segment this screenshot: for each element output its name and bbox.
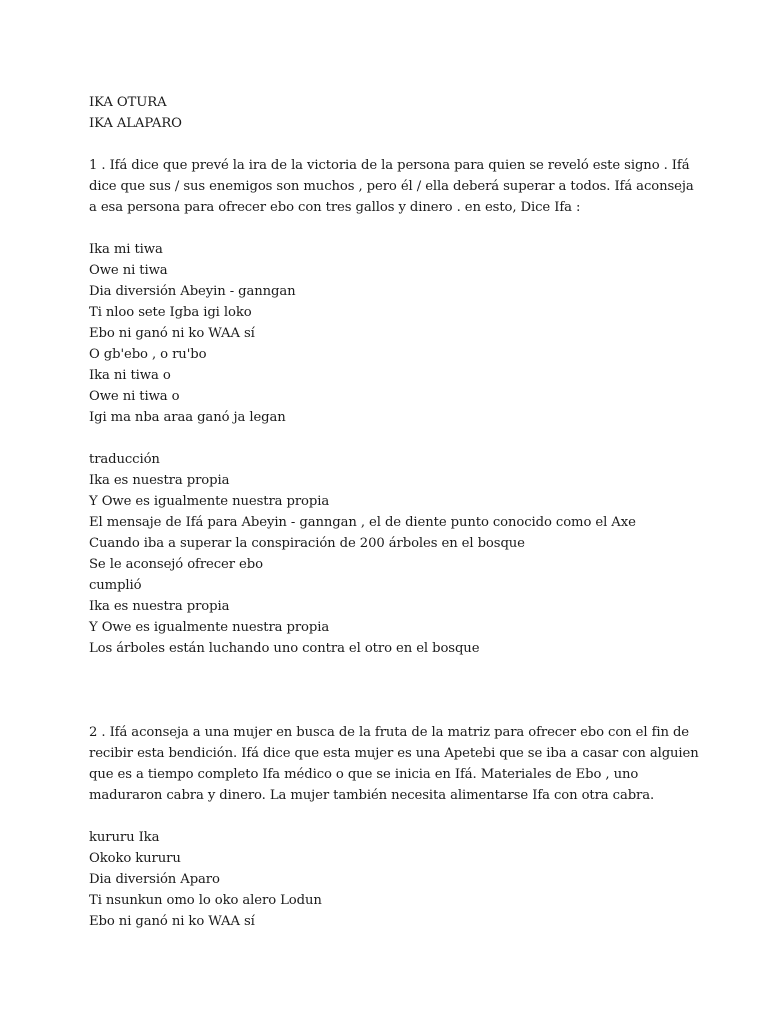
- verse-line: Dia diversión Abeyin - ganngan: [89, 284, 296, 299]
- section-2-paragraph: [89, 722, 749, 806]
- header-title-line-1: IKA OTURA: [89, 95, 167, 110]
- verse-line: Ti nsunkun omo lo oko alero Lodun: [89, 893, 322, 908]
- verse-line: Igi ma nba araa ganó ja legan: [89, 410, 286, 425]
- paragraph-line: dice que sus / sus enemigos son muchos , pero él / ella deberá superar a todos. Ifá aconseja: [89, 179, 694, 194]
- translation-line: Se le aconsejó ofrecer ebo: [89, 557, 263, 572]
- verse-line: Owe ni tiwa o: [89, 389, 180, 404]
- verse-line: Owe ni tiwa: [89, 263, 168, 278]
- verse-line: Dia diversión Aparo: [89, 872, 220, 887]
- verse-line: kururu Ika: [89, 830, 160, 845]
- paragraph-line: maduraron cabra y dinero. La mujer también necesita alimentarse Ifa con otra cabra.: [89, 788, 655, 803]
- verse-line: Ebo ni ganó ni ko WAA sí: [89, 914, 255, 929]
- verse-line: Ti nloo sete Igba igi loko: [89, 305, 252, 320]
- translation-line: Los árboles están luchando uno contra el otro en el bosque: [89, 641, 480, 656]
- header-title-line-2: IKA ALAPARO: [89, 116, 182, 131]
- section-1-translation: [89, 449, 749, 659]
- paragraph-line: que es a tiempo completo Ifa médico o que se inicia en Ifá. Materiales de Ebo , uno: [89, 767, 639, 782]
- verse-line: Ika mi tiwa: [89, 242, 163, 257]
- translation-line: Ika es nuestra propia: [89, 599, 230, 614]
- section-1-paragraph: [89, 155, 749, 218]
- translation-line: cumplió: [89, 578, 142, 593]
- paragraph-line: 2 . Ifá aconseja a una mujer en busca de la fruta de la matriz para ofrecer ebo con el fin de: [89, 725, 690, 740]
- document-page: [89, 92, 749, 932]
- document-header: [89, 92, 749, 134]
- translation-line: Y Owe es igualmente nuestra propia: [89, 494, 330, 509]
- verse-line: O gb'ebo , o ru'bo: [89, 347, 207, 362]
- paragraph-line: a esa persona para ofrecer ebo con tres gallos y dinero . en esto, Dice Ifa :: [89, 200, 581, 215]
- paragraph-line: 1 . Ifá dice que prevé la ira de la victoria de la persona para quien se reveló este signo . Ifá: [89, 158, 690, 173]
- translation-line: Cuando iba a superar la conspiración de 200 árboles en el bosque: [89, 536, 525, 551]
- verse-line: Okoko kururu: [89, 851, 181, 866]
- paragraph-line: recibir esta bendición. Ifá dice que esta mujer es una Apetebi que se iba a casar con alguien: [89, 746, 699, 761]
- translation-line: El mensaje de Ifá para Abeyin - ganngan , el de diente punto conocido como el Axe: [89, 515, 636, 530]
- verse-line: Ebo ni ganó ni ko WAA sí: [89, 326, 255, 341]
- section-2-verse: [89, 827, 749, 932]
- translation-line: Y Owe es igualmente nuestra propia: [89, 620, 330, 635]
- translation-heading: traducción: [89, 452, 160, 467]
- section-1-verse: [89, 239, 749, 428]
- translation-line: Ika es nuestra propia: [89, 473, 230, 488]
- verse-line: Ika ni tiwa o: [89, 368, 171, 383]
